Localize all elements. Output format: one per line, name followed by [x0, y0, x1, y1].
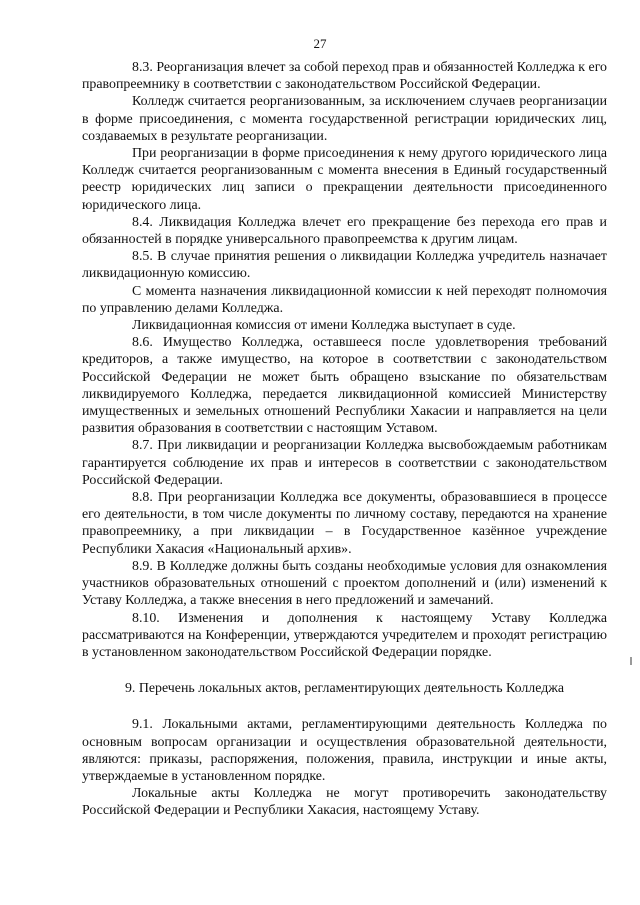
paragraph-8-5-court: Ликвидационная комиссия от имени Колледжа выступает в суде. [132, 318, 516, 334]
paragraph-8-10: 8.10. Изменения и дополнения к настоящему Уставу Колледжа рассматриваются на Конференции, утверждаются учредителем и проходят регистрацию в установленном законодательством Российской Федерации порядке. [82, 610, 607, 660]
paragraph-8-5: 8.5. В случае принятия решения о ликвидации Колледжа учредитель назначает ликвидационную комиссию. [82, 249, 607, 282]
paragraph-8-3-merger: При реорганизации в форме присоединения к нему другого юридического лица Колледж считается реорганизованным с момента внесения в Единый государственный реестр юридических лиц записи о прекращении деятельности присоединенного юридического лица. [82, 146, 607, 213]
paragraph-9-1: 9.1. Локальными актами, регламентирующими деятельность Колледжа по основным вопросам организации и осуществления образовательной деятельности, являются: приказы, распоряжения, положения, правила, инструкции и иные акты, утверждаемые в установленном порядке. [82, 717, 607, 784]
paragraph-8-7: 8.7. При ликвидации и реорганизации Колледжа высвобождаемым работникам гарантируется соблюдение их прав и интересов в соответствии с законодательством Российской Федерации. [82, 438, 607, 488]
paragraph-8-5-commission-powers: С момента назначения ликвидационной комиссии к ней переходят полномочия по управлению делами Колледжа. [82, 283, 607, 316]
paragraph-8-4: 8.4. Ликвидация Колледжа влечет его прекращение без перехода его прав и обязанностей в порядке универсального правопреемства к другим лицам. [82, 214, 607, 248]
scan-artifact-mark [630, 657, 632, 665]
paragraph-8-3-reorganization-moment: Колледж считается реорганизованным, за исключением случаев реорганизации в форме присоединения, с момента государственной регистрации юридических лиц, создаваемых в результате реорганизации. [82, 94, 607, 144]
paragraph-8-8: 8.8. При реорганизации Колледжа все документы, образовавшиеся в процессе его деятельности, в том числе документы по личному составу, передаются на хранение правопреемнику, а при ликвидации – в Государственное казённое учреждение Республики Хакасия «Национальный архив». [82, 490, 607, 557]
page-number: 27 [313, 36, 327, 51]
document-body [82, 59, 607, 820]
paragraph-8-6: 8.6. Имущество Колледжа, оставшееся после удовлетворения требований кредиторов, а также имущество, на которое в соответствии с законодательством Российской Федерации не может быть обращено взыскание по обязательствам ликвидируемого Колледжа, передается ликвидационной комиссией Министерству имущественных и земельных отношений Республики Хакасии и направляется на цели развития образования в соответствии с настоящим Уставом. [82, 335, 607, 437]
paragraph-8-9: 8.9. В Колледже должны быть созданы необходимые условия для ознакомления участников образовательных отношений с проектом дополнений и (или) изменений к Уставу Колледжа, а также внесения в него предложений и замечаний. [82, 558, 607, 609]
paragraph-9-1-local-acts: Локальные акты Колледжа не могут противоречить законодательству Российской Федерации и Республики Хакасия, настоящему Уставу. [82, 786, 607, 819]
paragraph-8-3: 8.3. Реорганизация влечет за собой переход прав и обязанностей Колледжа к его правопреемнику в соответствии с законодательством Российской Федерации. [82, 60, 607, 93]
section-heading-9: 9. Перечень локальных актов, регламентирующих деятельность Колледжа [124, 681, 565, 697]
